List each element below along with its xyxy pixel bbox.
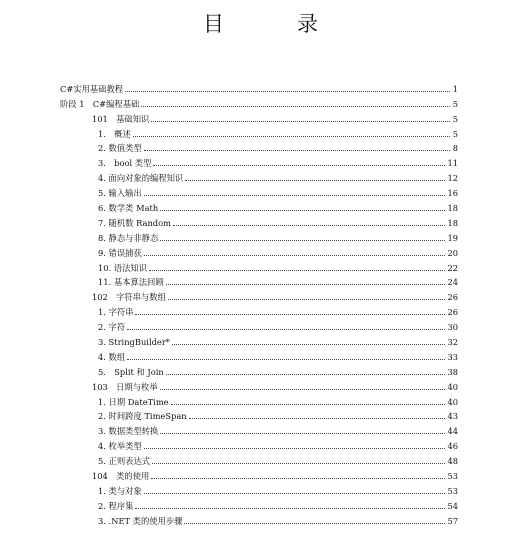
toc-entry-label: 104 类的使用 [92,471,150,482]
toc-entry-page-number: 12 [447,173,458,184]
dot-leader [166,374,446,375]
toc-entry-page-number: 46 [447,441,458,452]
toc-entry[interactable] [60,94,458,109]
toc-entry-page-number: 5 [452,128,458,139]
toc-entry-page-number: 32 [447,337,458,348]
toc-entry-label: 1. 字符串 [98,307,134,318]
dot-leader [135,508,445,509]
toc-entry-label: 7. 随机数 Random [98,217,171,228]
toc-entry-page-number: 54 [447,500,458,511]
toc-entry[interactable] [60,243,458,258]
dot-leader [160,389,446,390]
toc-entry-page-number: 5 [452,113,458,124]
toc-entry[interactable] [60,451,458,466]
dot-leader [133,136,450,137]
toc-entry-page-number: 26 [447,292,458,303]
toc-entry-page-number: 19 [447,232,458,243]
dot-leader [168,299,446,300]
toc-entry-page-number: 53 [447,485,458,496]
table-of-contents [60,79,458,526]
toc-entry[interactable] [60,258,458,273]
toc-entry-label: 4. 数组 [98,351,126,362]
toc-entry[interactable] [60,79,458,94]
toc-entry[interactable] [60,153,458,168]
toc-entry-label: 1. 日期 DateTime [98,396,169,407]
page-title: 目 录 [203,12,344,36]
toc-entry-label: 3. StringBuilder* [98,337,170,348]
toc-entry[interactable] [60,511,458,526]
toc-entry-page-number: 24 [447,277,458,288]
toc-entry[interactable] [60,496,458,511]
dot-leader [144,195,446,196]
dot-leader [185,180,445,181]
dot-leader [151,121,450,122]
toc-entry[interactable] [60,287,458,302]
dot-leader [189,418,446,419]
toc-entry[interactable] [60,139,458,154]
dot-leader [166,284,446,285]
dot-leader [144,448,446,449]
dot-leader [149,270,445,271]
dot-leader [152,463,445,464]
toc-entry-page-number: 40 [447,381,458,392]
toc-entry-label: 6. 数学类 Math [98,203,159,214]
dot-leader [184,523,445,524]
toc-entry-label: 5. Split 和 Join [98,366,164,377]
dot-leader [153,165,445,166]
toc-entry-label: 3. bool 类型 [98,158,152,169]
toc-entry-page-number: 30 [447,322,458,333]
toc-entry-label: 11. 基本算法回顾 [98,277,164,288]
toc-entry-page-number: 22 [447,262,458,273]
toc-entry[interactable] [60,332,458,347]
toc-entry-label: 103 日期与枚举 [92,381,158,392]
toc-entry[interactable] [60,362,458,377]
toc-entry[interactable] [60,466,458,481]
toc-entry[interactable] [60,421,458,436]
toc-entry-page-number: 18 [447,217,458,228]
dot-leader [144,493,446,494]
toc-entry[interactable] [60,273,458,288]
toc-entry[interactable] [60,377,458,392]
toc-entry[interactable] [60,481,458,496]
toc-entry-label: 2. 数值类型 [98,143,142,154]
toc-entry-page-number: 40 [447,396,458,407]
toc-entry[interactable] [60,124,458,139]
toc-entry-page-number: 33 [447,351,458,362]
toc-entry-page-number: 48 [447,456,458,467]
toc-entry-page-number: 53 [447,471,458,482]
toc-entry-page-number: 1 [452,83,458,94]
dot-leader [160,210,445,211]
dot-leader [160,433,445,434]
toc-entry-page-number: 38 [447,366,458,377]
toc-entry-label: 3. 数据类型转换 [98,426,159,437]
toc-entry[interactable] [60,183,458,198]
toc-entry[interactable] [60,109,458,124]
dot-leader [135,314,445,315]
toc-entry-label: 4. 面向对象的编程知识 [98,173,184,184]
toc-entry[interactable] [60,228,458,243]
toc-entry-page-number: 26 [447,307,458,318]
toc-entry-label: 阶段 1 C#编程基础 [60,98,140,109]
toc-entry[interactable] [60,407,458,422]
toc-entry-page-number: 44 [447,426,458,437]
toc-entry-label: 9. 错误捕获 [98,247,142,258]
dot-leader [127,329,445,330]
toc-entry[interactable] [60,317,458,332]
toc-entry[interactable] [60,168,458,183]
toc-entry[interactable] [60,436,458,451]
toc-entry[interactable] [60,347,458,362]
dot-leader [160,240,445,241]
dot-leader [144,150,450,151]
dot-leader [172,344,446,345]
toc-entry-label: C#实用基础教程 [60,83,124,94]
dot-leader [127,359,445,360]
toc-entry[interactable] [60,302,458,317]
toc-entry-label: 1. 概述 [98,128,131,139]
toc-entry-label: 8. 静态与非静态 [98,232,159,243]
toc-entry-page-number: 16 [447,188,458,199]
toc-entry-label: 10. 语法知识 [98,262,148,273]
dot-leader [141,106,450,107]
toc-entry-label: 2. 字符 [98,322,126,333]
toc-entry-label: 2. 时间跨度 TimeSpan [98,411,187,422]
toc-entry-label: 4. 枚举类型 [98,441,142,452]
toc-entry-page-number: 11 [447,158,458,169]
toc-entry-label: 102 字符串与数组 [92,292,166,303]
toc-entry-page-number: 43 [447,411,458,422]
dot-leader [173,225,445,226]
toc-entry-label: 1. 类与对象 [98,485,142,496]
dot-leader [125,91,450,92]
toc-entry-page-number: 8 [452,143,458,154]
toc-entry-label: 3. .NET 类的使用步骤 [98,515,183,526]
toc-entry-page-number: 20 [447,247,458,258]
toc-entry-page-number: 5 [452,98,458,109]
dot-leader [151,478,445,479]
toc-entry-label: 5. 输入输出 [98,188,142,199]
toc-entry-label: 2. 程序集 [98,500,134,511]
dot-leader [144,255,446,256]
toc-entry[interactable] [60,392,458,407]
toc-entry[interactable] [60,198,458,213]
toc-entry[interactable] [60,213,458,228]
dot-leader [171,404,446,405]
toc-entry-label: 5. 正则表达式 [98,456,151,467]
toc-entry-page-number: 18 [447,203,458,214]
toc-entry-page-number: 57 [447,515,458,526]
toc-entry-label: 101 基础知识 [92,113,150,124]
